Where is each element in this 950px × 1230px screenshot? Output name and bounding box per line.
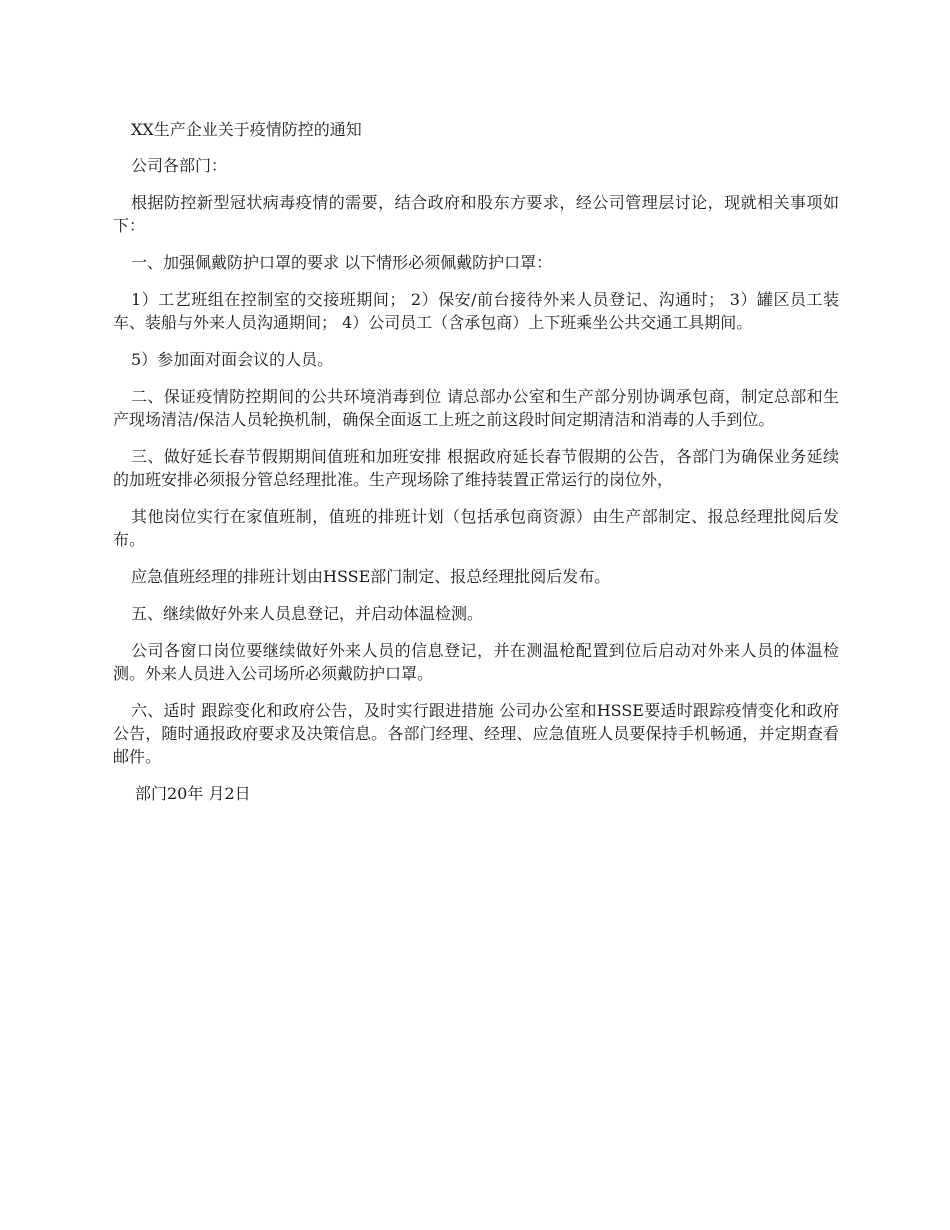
paragraph-intro: 根据防控新型冠状病毒疫情的需要，结合政府和股东方要求，经公司管理层讨论，现就相关事项如下： <box>113 193 839 235</box>
paragraph-section-6: 六、适时 跟踪变化和政府公告，及时实行跟进措施 公司办公室和HSSE要适时跟踪疫情变化和政府公告，随时通报政府要求及决策信息。各部门经理、经理、应急值班人员要保持手机畅通，并定期查看邮件。 <box>113 701 839 766</box>
paragraph-section-3: 三、做好延长春节假期期间值班和加班安排 根据政府延长春节假期的公告，各部门为确保业务延续的加班安排必须报分管总经理批准。生产现场除了维持装置正常运行的岗位外， <box>113 447 839 489</box>
paragraph-section-1-heading: 一、加强佩戴防护口罩的要求 以下情形必须佩戴防护口罩： <box>131 253 553 272</box>
paragraph-section-5-heading: 五、继续做好外来人员息登记，并启动体温检测。 <box>131 604 484 623</box>
signature-date: 部门20年 月2日 <box>135 784 251 803</box>
paragraph-section-2: 二、保证疫情防控期间的公共环境消毒到位 请总部办公室和生产部分别协调承包商，制定总部和生产现场清洁/保洁人员轮换机制，确保全面返工上班之前这段时间定期清洁和消毒的人手到位。 <box>113 387 839 429</box>
paragraph-section-3-continued: 其他岗位实行在家值班制，值班的排班计划（包括承包商资源）由生产部制定、报总经理批阅后发布。 <box>113 507 839 549</box>
document-page <box>113 118 839 819</box>
paragraph-section-1-item-5: 5）参加面对面会议的人员。 <box>131 350 334 369</box>
paragraph-section-5-body: 公司各窗口岗位要继续做好外来人员的信息登记，并在测温枪配置到位后启动对外来人员的体温检测。外来人员进入公司场所必须戴防护口罩。 <box>113 641 839 683</box>
salutation: 公司各部门： <box>131 156 228 175</box>
paragraph-emergency-duty: 应急值班经理的排班计划由HSSE部门制定、报总经理批阅后发布。 <box>131 567 611 586</box>
paragraph-section-1-items: 1）工艺班组在控制室的交接班期间； 2）保安/前台接待外来人员登记、沟通时； 3）罐区员工装车、装船与外来人员沟通期间； 4）公司员工（含承包商）上下班乘坐公共交通工具期间。 <box>113 290 839 332</box>
document-title: XX生产企业关于疫情防控的通知 <box>131 120 362 139</box>
